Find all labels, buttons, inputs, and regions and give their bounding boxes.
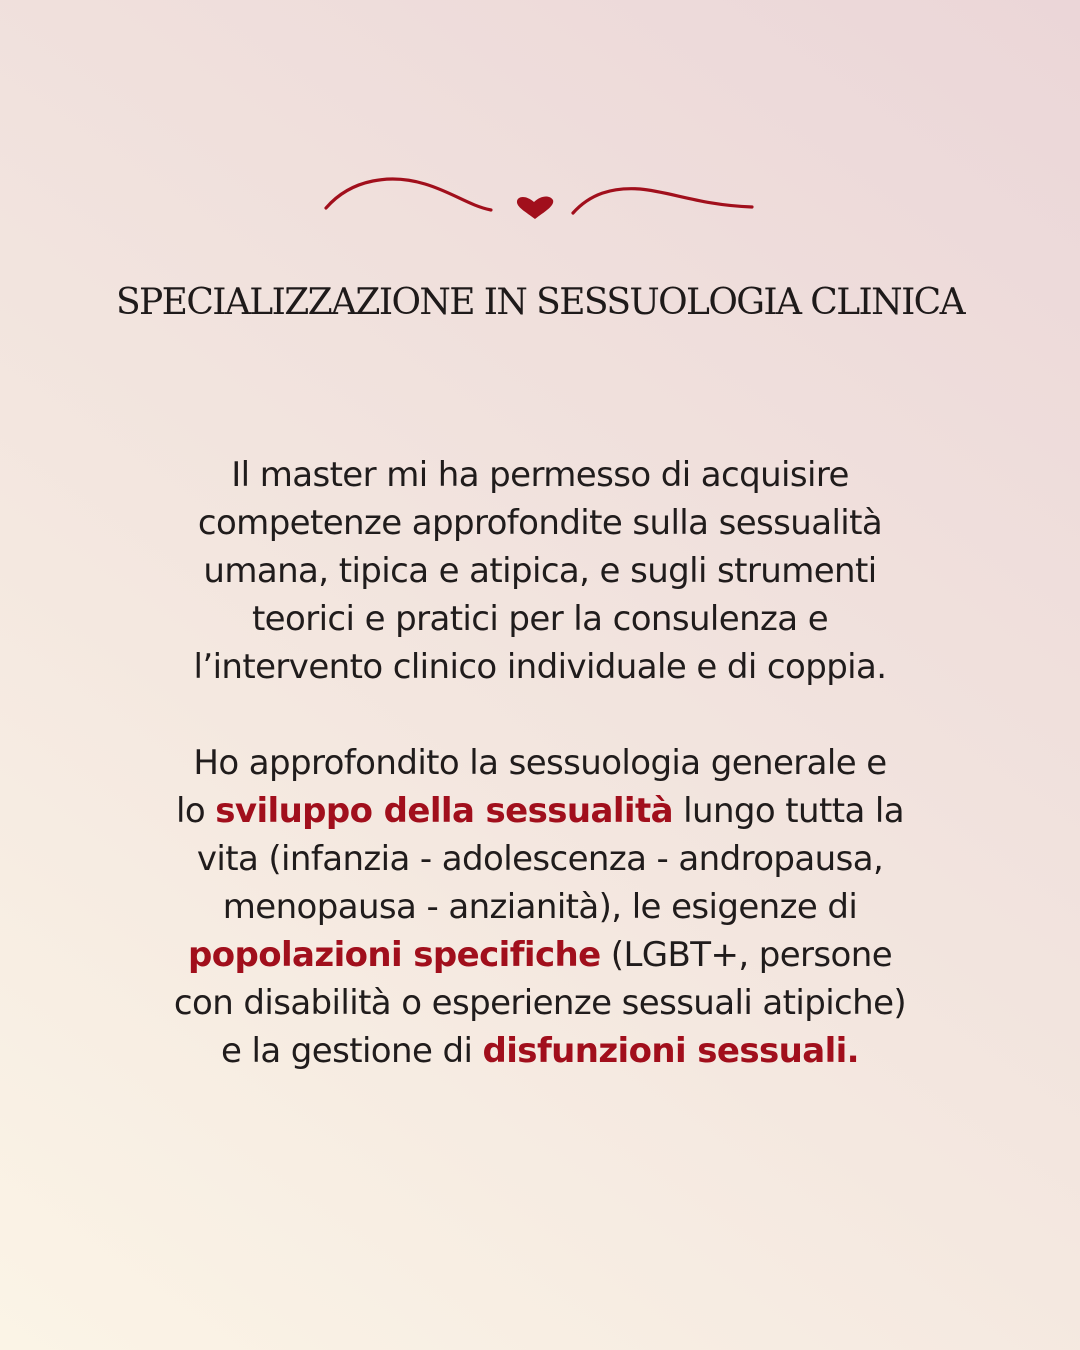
highlight-popolazioni: popolazioni specifiche (187, 935, 601, 975)
details-paragraph (110, 739, 970, 1075)
heart-icon (517, 196, 553, 219)
details-text: lungo tutta la (672, 791, 904, 831)
intro-line: l’intervento clinico individuale e di coppia. (193, 647, 887, 687)
highlight-sviluppo: sviluppo della sessualità (215, 791, 673, 831)
details-line: vita (infanzia - adolescenza - andropausa, (196, 839, 884, 879)
page-title: SPECIALIZZAZIONE IN SESSUOLOGIA CLINICA (115, 282, 965, 323)
intro-paragraph (110, 451, 970, 691)
left-swirl-line (326, 179, 491, 210)
intro-line: teorici e pratici per la consulenza e (251, 599, 829, 639)
details-line: con disabilità o esperienze sessuali atipiche) (173, 983, 907, 1023)
details-line: Ho approfondito la sessuologia generale e (193, 743, 887, 783)
right-swirl-line (573, 189, 752, 213)
details-line: menopausa - anzianità), le esigenze di (222, 887, 858, 927)
details-line (110, 1027, 970, 1075)
details-text: lo (176, 791, 216, 831)
highlight-disfunzioni: disfunzioni sessuali. (482, 1031, 859, 1071)
details-line (110, 931, 970, 979)
details-text: (LGBT+, persone (600, 935, 893, 975)
details-line (110, 787, 970, 835)
details-text: e la gestione di (220, 1031, 483, 1071)
intro-line: umana, tipica e atipica, e sugli strumenti (203, 551, 877, 591)
intro-line: Il master mi ha permesso di acquisire (231, 455, 849, 495)
heart-swirl-divider-icon (0, 160, 1080, 240)
intro-line: competenze approfondite sulla sessualità (197, 503, 883, 543)
